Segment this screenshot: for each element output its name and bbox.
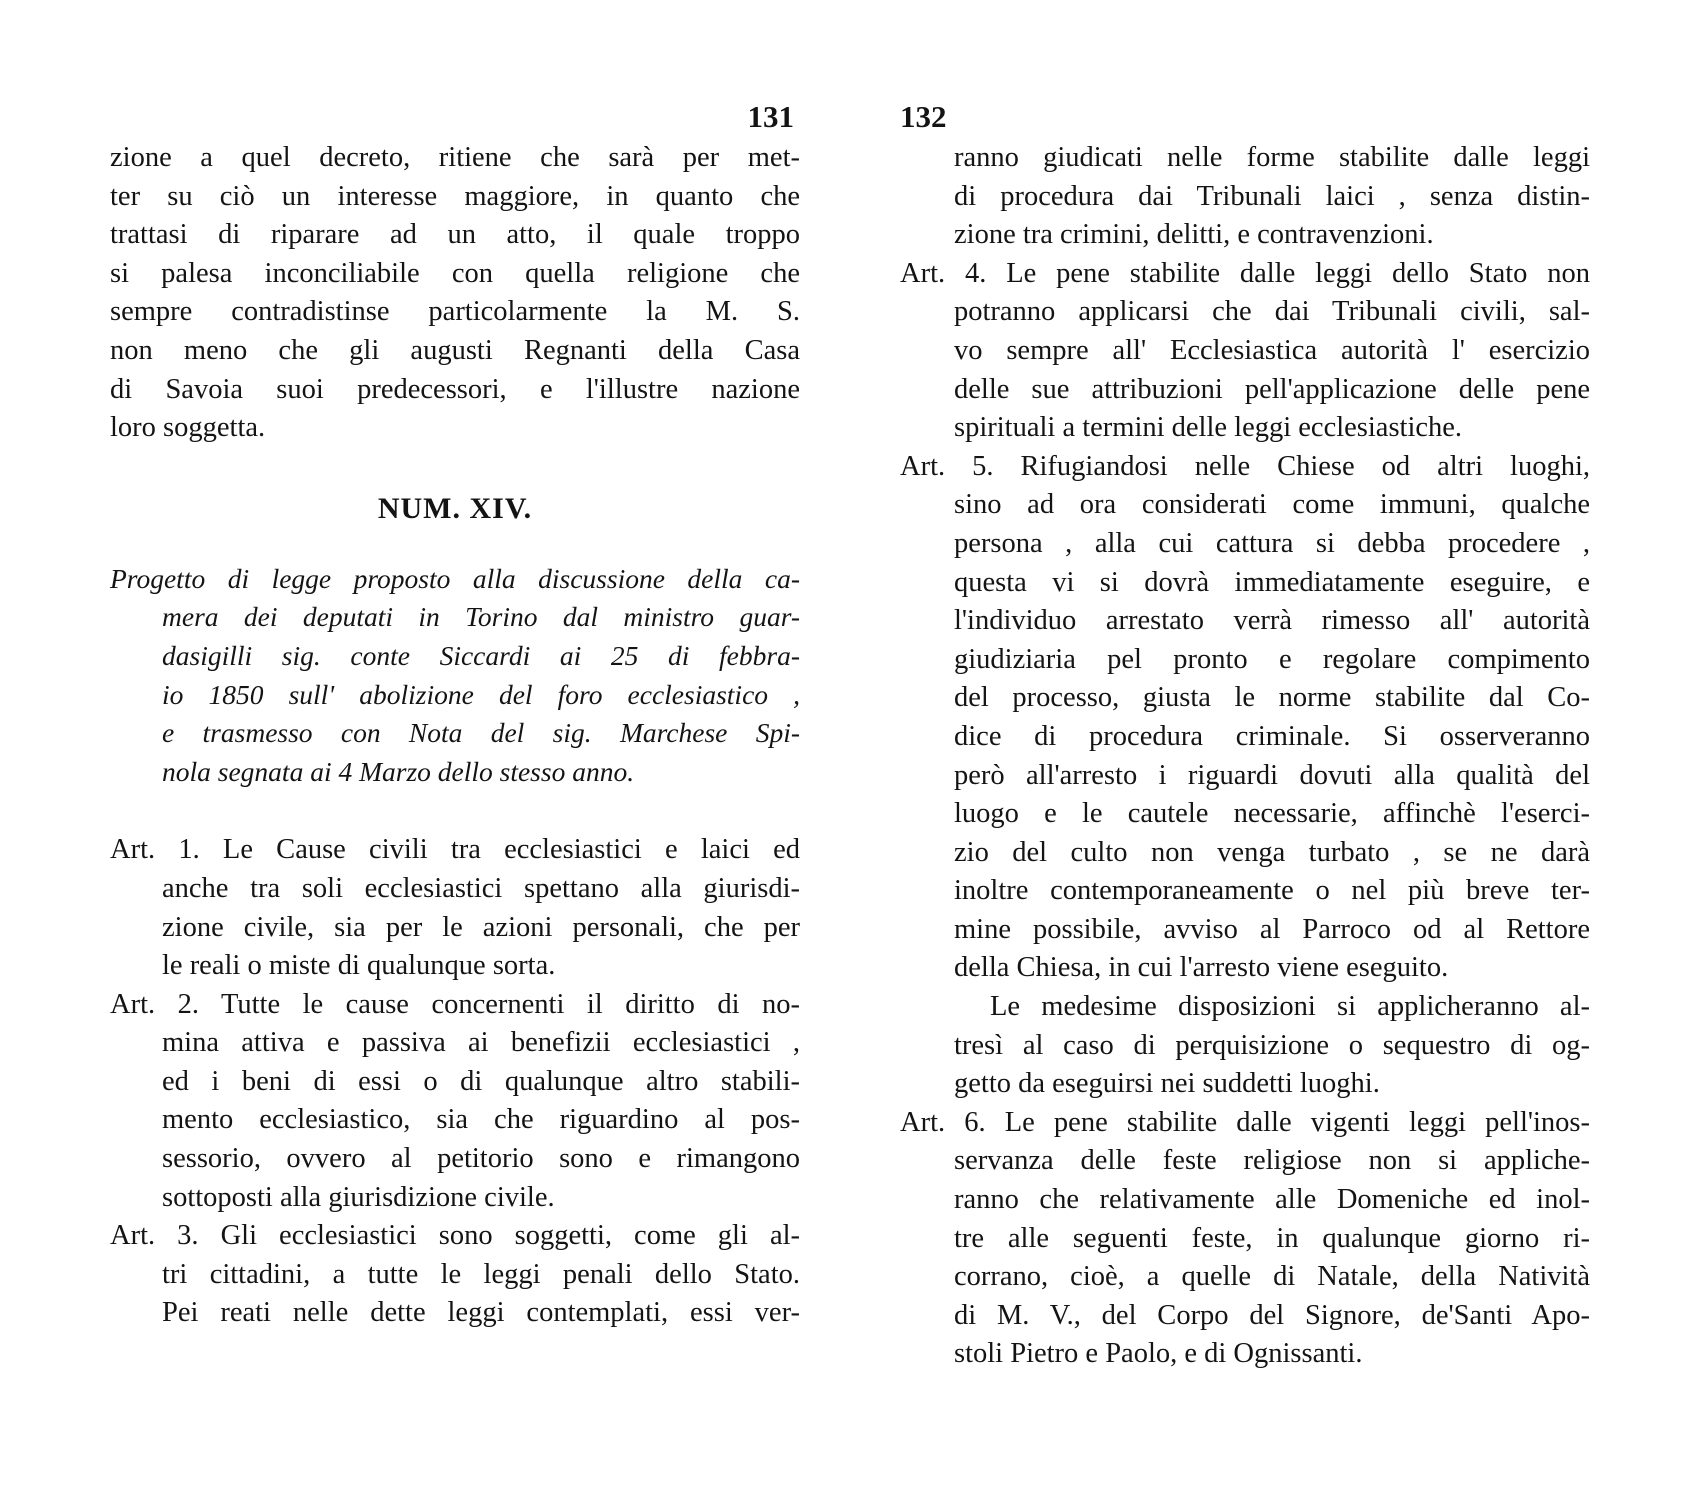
text-line: Art. 3. Gli ecclesiastici sono soggetti, come gli al-	[110, 1220, 800, 1252]
text-line: Art. 2. Tutte le cause concernenti il diritto di no-	[110, 988, 800, 1020]
text-line: zione tra crimini, delitti, e contravenzioni.	[954, 219, 1434, 251]
text-line: della Chiesa, in cui l'arresto viene eseguito.	[954, 952, 1449, 984]
text-line: sino ad ora considerati come immuni, qualche	[954, 489, 1590, 521]
article-3-continuation	[900, 139, 1590, 255]
caption-line: nola segnata ai 4 Marzo dello stesso anno.	[162, 755, 635, 787]
text-line: vo sempre all' Ecclesiastica autorità l' esercizio	[954, 334, 1590, 366]
text-line: luogo e le cautele necessarie, affinchè l'eserci-	[954, 798, 1590, 830]
text-line: persona , alla cui cattura si debba procedere ,	[954, 527, 1590, 559]
text-line: di M. V., del Corpo del Signore, de'Santi Apo-	[954, 1299, 1590, 1331]
section-heading: NUM. XIV.	[377, 491, 533, 525]
text-line: zio del culto non venga turbato , se ne darà	[954, 836, 1590, 868]
text-line: ranno che relativamente alle Domeniche ed inol-	[954, 1184, 1590, 1216]
text-line: ranno giudicati nelle forme stabilite dalle leggi	[954, 142, 1590, 173]
text-line: potranno applicarsi che dai Tribunali civili, sal-	[954, 296, 1590, 328]
text-line: le reali o miste di qualunque sorta.	[162, 950, 556, 982]
text-line: spirituali a termini delle leggi ecclesiastiche.	[954, 412, 1463, 444]
caption-line: e trasmesso con Nota del sig. Marchese Spi-	[162, 717, 800, 749]
text-line: però all'arresto i riguardi dovuti alla qualità del	[954, 759, 1590, 791]
caption-line: dasigilli sig. conte Siccardi ai 25 di febbra-	[162, 639, 800, 671]
text-line: zione civile, sia per le azioni personali, che per	[162, 911, 800, 943]
text-line: mina attiva e passiva ai benefizii ecclesiastici ,	[162, 1027, 800, 1059]
caption-line: io 1850 sull' abolizione del foro ecclesiastico ,	[162, 678, 800, 710]
text-line: tri cittadini, a tutte le leggi penali dello Stato.	[162, 1258, 800, 1290]
text-line: mine possibile, avviso al Parroco od al Rettore	[954, 913, 1590, 945]
text-line: si palesa inconciliabile con quella religione che	[110, 257, 800, 289]
article-2	[110, 986, 800, 1218]
text-line: servanza delle feste religiose non si appliche-	[954, 1145, 1590, 1177]
text-line: Pei reati nelle dette leggi contemplati, essi ver-	[162, 1297, 800, 1329]
text-line: ter su ciò un interesse maggiore, in quanto che	[110, 180, 800, 212]
text-line: inoltre contemporaneamente o nel più breve ter-	[954, 875, 1590, 907]
caption-line: mera dei deputati in Torino dal ministro guar-	[162, 601, 800, 633]
article-6	[900, 1104, 1590, 1374]
text-line: Art. 5. Rifugiandosi nelle Chiese od altri luoghi,	[900, 450, 1590, 482]
text-line: mento ecclesiastico, sia che riguardino al pos-	[162, 1104, 800, 1136]
text-line: l'individuo arrestato verrà rimesso all' autorità	[954, 605, 1590, 637]
right-page	[900, 95, 1590, 1374]
text-line: di Savoia suoi predecessori, e l'illustre nazione	[110, 373, 800, 405]
text-line: getto da eseguirsi nei suddetti luoghi.	[954, 1068, 1380, 1100]
article-3	[110, 1217, 800, 1333]
text-line: di procedura dai Tribunali laici , senza distin-	[954, 180, 1590, 212]
page-number: 132	[900, 99, 947, 134]
page-number: 131	[747, 99, 794, 134]
text-line: ed i beni di essi o di qualunque altro stabili-	[162, 1065, 800, 1097]
text-line: Le medesime disposizioni si applicheranno al-	[990, 991, 1590, 1023]
text-line: zione a quel decreto, ritiene che sarà per met-	[110, 142, 800, 173]
intro-paragraph	[110, 139, 800, 448]
text-line: Art. 4. Le pene stabilite dalle leggi dello Stato non	[900, 257, 1590, 289]
text-line: non meno che gli augusti Regnanti della Casa	[110, 334, 800, 366]
text-line: Art. 1. Le Cause civili tra ecclesiastici e laici ed	[110, 834, 800, 866]
text-line: dice di procedura criminale. Si osserveranno	[954, 720, 1590, 752]
text-line: anche tra soli ecclesiastici spettano alla giurisdi-	[162, 872, 800, 904]
text-line: sempre contradistinse particolarmente la M. S.	[110, 296, 800, 328]
text-line: Art. 6. Le pene stabilite dalle vigenti leggi pell'inos-	[900, 1106, 1590, 1138]
caption-line: Progetto di legge proposto alla discussione della ca-	[110, 562, 800, 594]
text-line: trattasi di riparare ad un atto, il quale troppo	[110, 219, 800, 251]
text-line: stoli Pietro e Paolo, e di Ognissanti.	[954, 1338, 1363, 1370]
left-page	[110, 95, 800, 1333]
article-4	[900, 255, 1590, 448]
text-line: sessorio, ovvero al petitorio sono e rimangono	[162, 1143, 800, 1175]
text-line: loro soggetta.	[110, 412, 266, 444]
text-line: giudiziaria pel pronto e regolare compimento	[954, 643, 1590, 675]
text-line: delle sue attribuzioni pell'applicazione delle pene	[954, 373, 1590, 405]
paragraph-additional-provisions	[900, 988, 1590, 1104]
article-5	[900, 448, 1590, 988]
document-caption	[110, 560, 800, 792]
text-line: corrano, cioè, a quelle di Natale, della Natività	[954, 1261, 1590, 1293]
text-line: del processo, giusta le norme stabilite dal Co-	[954, 682, 1590, 714]
text-line: tresì al caso di perquisizione o sequestro di og-	[954, 1029, 1590, 1061]
text-line: sottoposti alla giurisdizione civile.	[162, 1181, 555, 1213]
article-1	[110, 831, 800, 985]
text-line: questa vi si dovrà immediatamente eseguire, e	[954, 566, 1590, 598]
text-line: tre alle seguenti feste, in qualunque giorno ri-	[954, 1222, 1590, 1254]
